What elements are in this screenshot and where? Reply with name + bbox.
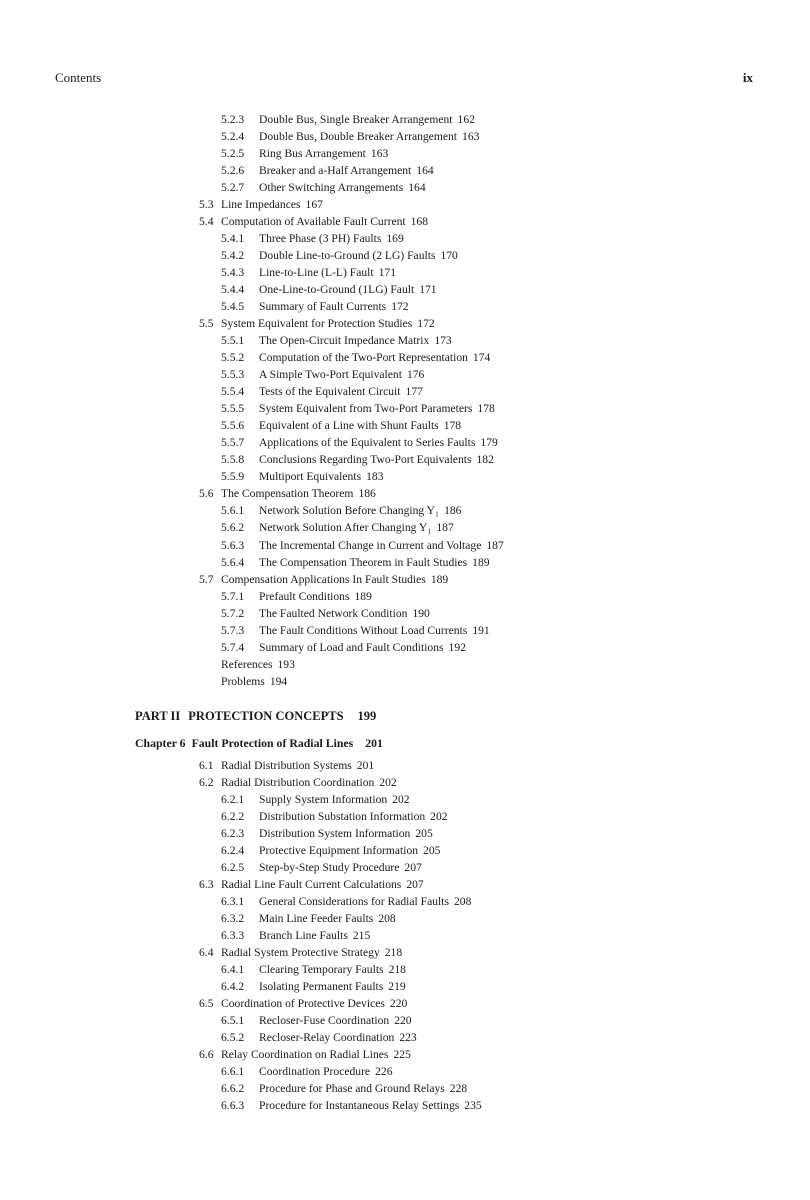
entry-title: Main Line Feeder Faults xyxy=(259,911,374,925)
entry-number: 5.6.3 xyxy=(221,538,245,552)
entry-title: Fault Protection of Radial Lines xyxy=(191,735,354,750)
entry-title: Problems xyxy=(221,674,265,688)
entry-title: Distribution System Information xyxy=(259,826,411,840)
toc-entry xyxy=(221,556,490,570)
entry-page: 193 xyxy=(277,657,295,671)
toc-entry xyxy=(199,487,376,501)
entry-page: 177 xyxy=(405,385,423,399)
entry-number: 6.4 xyxy=(199,945,214,959)
entry-title: Distribution Substation Information xyxy=(259,809,426,823)
toc-entry xyxy=(199,997,407,1011)
entry-title: Coordination Procedure xyxy=(259,1065,371,1079)
entry-title: The Faulted Network Condition xyxy=(259,606,408,620)
entry-number: 6.3.1 xyxy=(221,894,245,908)
entry-number: 6.2.4 xyxy=(221,843,245,857)
entry-title: Computation of the Two-Port Representation xyxy=(259,351,468,365)
toc-entry xyxy=(221,283,437,297)
entry-number: 5.6.1 xyxy=(221,504,245,518)
entry-page: 163 xyxy=(462,130,480,144)
toc-entry xyxy=(221,658,295,672)
entry-page: 223 xyxy=(399,1031,417,1045)
entry-page: 205 xyxy=(423,843,441,857)
entry-number: 5.5.1 xyxy=(221,334,245,348)
toc-entry xyxy=(221,113,475,127)
entry-page: 167 xyxy=(305,198,323,212)
entry-title: Relay Coordination on Radial Lines xyxy=(221,1048,389,1062)
entry-page: 220 xyxy=(389,997,408,1010)
entry-title: General Considerations for Radial Faults xyxy=(259,894,449,908)
entry-page: 186 xyxy=(358,487,376,501)
toc-entry xyxy=(221,334,452,348)
entry-number: 5.2.3 xyxy=(221,113,245,126)
toc-entry xyxy=(221,912,396,926)
toc-entry xyxy=(221,827,433,841)
entry-page: 187 xyxy=(436,521,454,535)
entry-page: 179 xyxy=(480,436,498,450)
entry-page: 225 xyxy=(393,1048,411,1062)
entry-number: 5.7.4 xyxy=(221,640,245,654)
toc-entry xyxy=(199,1048,411,1062)
entry-page: 164 xyxy=(408,181,426,195)
entry-title: Summary of Load and Fault Conditions xyxy=(259,640,444,654)
entry-page: 219 xyxy=(388,979,406,993)
toc-entry xyxy=(199,198,323,212)
entry-title: Line Impedances xyxy=(221,198,301,212)
entry-number: 5.5.8 xyxy=(221,453,245,467)
toc-entry xyxy=(221,300,409,314)
entry-number: 5.6.2 xyxy=(221,521,245,535)
entry-number: 6.5.1 xyxy=(221,1014,245,1028)
entry-title: Compensation Applications In Fault Studies xyxy=(221,572,426,586)
entry-title: Line-to-Line (L-L) Fault xyxy=(259,266,374,280)
page-number: ix xyxy=(742,70,753,85)
toc-entry xyxy=(199,215,428,229)
entry-page: 202 xyxy=(430,809,448,823)
entry-page: 182 xyxy=(476,453,494,467)
toc-entry xyxy=(221,351,490,365)
entry-title: Recloser-Fuse Coordination xyxy=(259,1014,390,1028)
entry-page: 201 xyxy=(356,758,375,772)
entry-number: 5.6 xyxy=(199,487,214,501)
toc-entry xyxy=(221,1099,482,1113)
entry-number: 5.5.7 xyxy=(221,436,245,450)
entry-page: 192 xyxy=(448,640,466,654)
entry-title: Branch Line Faults xyxy=(259,928,348,942)
entry-number: PART II xyxy=(135,708,181,723)
entry-title: The Incremental Change in Current and Voltage xyxy=(259,538,482,552)
entry-number: 6.4.2 xyxy=(221,979,245,993)
toc-entry xyxy=(221,963,406,977)
entry-title: The Compensation Theorem xyxy=(221,487,354,501)
entry-page: 235 xyxy=(464,1099,482,1113)
toc-entry xyxy=(221,793,410,807)
entry-page: 218 xyxy=(388,962,406,976)
toc-entry xyxy=(221,470,383,484)
entry-page: 201 xyxy=(365,735,383,750)
entry-number: Chapter 6 xyxy=(135,735,186,750)
entry-page: 228 xyxy=(449,1082,468,1096)
entry-number: 6.5 xyxy=(199,997,214,1010)
entry-number: 5.2.7 xyxy=(221,181,245,195)
entry-number: 5.5.3 xyxy=(221,368,245,382)
entry-title: Breaker and a-Half Arrangement xyxy=(259,164,412,178)
entry-number: 6.3 xyxy=(199,877,214,891)
entry-page: 178 xyxy=(477,402,495,416)
entry-title: Three Phase (3 PH) Faults xyxy=(259,232,382,246)
entry-title: One-Line-to-Ground (1LG) Fault xyxy=(259,283,415,297)
entry-title: Step-by-Step Study Procedure xyxy=(259,860,400,874)
toc-entry xyxy=(221,1014,412,1028)
entry-page: 183 xyxy=(366,470,384,484)
entry-number: 6.6 xyxy=(199,1048,214,1062)
entry-title: PROTECTION CONCEPTS xyxy=(188,708,344,723)
entry-number: 6.2 xyxy=(199,775,214,789)
entry-number: 6.3.2 xyxy=(221,911,245,925)
entry-page: 202 xyxy=(379,775,397,789)
entry-page: 191 xyxy=(472,623,490,637)
entry-page: 208 xyxy=(453,894,472,908)
entry-number: 6.2.5 xyxy=(221,860,245,874)
toc-entry xyxy=(221,232,404,246)
entry-number: 6.3.3 xyxy=(221,928,245,942)
entry-number: 5.2.5 xyxy=(221,147,245,161)
entry-title: Network Solution After Changing Y₁ xyxy=(259,521,432,535)
entry-page: 189 xyxy=(472,555,490,569)
toc-entry xyxy=(221,521,454,535)
toc-entry xyxy=(221,810,448,824)
toc-entry xyxy=(221,504,461,518)
toc-entry xyxy=(221,539,504,553)
toc-entry xyxy=(199,759,374,773)
toc-entry xyxy=(221,453,494,467)
entry-title: Applications of the Equivalent to Series Faults xyxy=(259,436,476,450)
entry-title: Conclusions Regarding Two-Port Equivalents xyxy=(259,453,472,467)
entry-title: Protective Equipment Information xyxy=(259,843,419,857)
entry-title: System Equivalent for Protection Studies xyxy=(221,317,413,331)
entry-number: 6.5.2 xyxy=(221,1031,245,1045)
toc-entry xyxy=(221,1065,392,1079)
toc-entry xyxy=(221,385,423,399)
entry-number: 5.5.2 xyxy=(221,351,245,365)
entry-number: 5.5.9 xyxy=(221,470,245,484)
entry-number: 5.4.2 xyxy=(221,249,245,263)
entry-page: 218 xyxy=(384,945,403,959)
toc-entry xyxy=(221,436,498,450)
entry-title: Radial Distribution Systems xyxy=(221,758,352,772)
entry-page: 173 xyxy=(434,334,452,348)
entry-number: 6.2.3 xyxy=(221,826,245,840)
entry-title: Supply System Information xyxy=(259,792,388,806)
toc-entry xyxy=(221,980,406,994)
entry-page: 207 xyxy=(404,860,422,874)
toc-entry xyxy=(221,929,370,943)
entry-title: Radial System Protective Strategy xyxy=(221,945,380,959)
toc-entry xyxy=(221,181,426,195)
entry-page: 189 xyxy=(354,589,372,603)
toc-entry xyxy=(199,878,424,892)
entry-number: 5.5.5 xyxy=(221,402,245,416)
entry-title: The Open-Circuit Impedance Matrix xyxy=(259,334,430,348)
toc-entry xyxy=(199,317,435,331)
entry-number: 5.7.2 xyxy=(221,606,245,620)
entry-number: 5.6.4 xyxy=(221,555,245,569)
entry-number: 5.4.5 xyxy=(221,300,245,314)
toc-entry xyxy=(221,844,440,858)
entry-page: 215 xyxy=(352,928,371,942)
entry-title: Radial Distribution Coordination xyxy=(221,775,375,789)
toc-entry xyxy=(199,573,448,587)
chapter-heading xyxy=(135,736,383,750)
toc-entry xyxy=(221,419,461,433)
entry-number: 5.5.6 xyxy=(221,419,245,433)
entry-page: 168 xyxy=(410,215,429,229)
entry-page: 199 xyxy=(357,708,377,723)
entry-page: 169 xyxy=(386,232,404,246)
entry-number: 6.6.1 xyxy=(221,1065,245,1079)
entry-page: 186 xyxy=(444,504,462,518)
entry-title: The Compensation Theorem in Fault Studies xyxy=(259,555,468,569)
entry-title: Equivalent of a Line with Shunt Faults xyxy=(259,419,439,433)
entry-title: Summary of Fault Currents xyxy=(259,300,387,314)
entry-page: 163 xyxy=(370,147,389,161)
entry-title: Ring Bus Arrangement xyxy=(259,147,366,161)
toc-entry xyxy=(221,675,287,689)
entry-number: 6.2.1 xyxy=(221,792,245,806)
entry-number: 5.5 xyxy=(199,317,214,331)
entry-page: 172 xyxy=(391,300,409,314)
entry-title: Multiport Equivalents xyxy=(259,470,362,484)
toc-entry xyxy=(221,147,388,161)
entry-number: 6.6.3 xyxy=(221,1099,245,1113)
entry-number: 5.3 xyxy=(199,198,214,212)
entry-title: Network Solution Before Changing Y₁ xyxy=(259,504,440,518)
entry-title: Clearing Temporary Faults xyxy=(259,962,384,976)
entry-title: Prefault Conditions xyxy=(259,589,350,603)
toc-entry xyxy=(221,249,458,263)
entry-title: System Equivalent from Two-Port Parameters xyxy=(259,402,473,416)
entry-number: 5.4.4 xyxy=(221,283,245,297)
toc-entry xyxy=(199,946,402,960)
entry-page: 170 xyxy=(440,249,458,263)
entry-page: 171 xyxy=(378,266,396,280)
entry-title: Other Switching Arrangements xyxy=(259,181,404,195)
entry-title: Isolating Permanent Faults xyxy=(259,979,384,993)
entry-title: Procedure for Instantaneous Relay Settings xyxy=(259,1099,460,1113)
entry-page: 176 xyxy=(406,368,425,382)
entry-page: 205 xyxy=(415,826,433,840)
entry-page: 189 xyxy=(430,572,449,586)
entry-title: Double Bus, Single Breaker Arrangement xyxy=(259,113,453,126)
entry-title: Radial Line Fault Current Calculations xyxy=(221,877,402,891)
entry-title: Coordination of Protective Devices xyxy=(221,997,385,1010)
entry-number: 5.7.1 xyxy=(221,589,245,603)
toc-entry xyxy=(221,590,372,604)
entry-number: 5.4.3 xyxy=(221,266,245,280)
entry-title: Procedure for Phase and Ground Relays xyxy=(259,1082,445,1096)
entry-title: A Simple Two-Port Equivalent xyxy=(259,368,402,382)
entry-title: Recloser-Relay Coordination xyxy=(259,1031,395,1045)
entry-page: 172 xyxy=(417,317,435,331)
entry-number: 5.7.3 xyxy=(221,623,245,637)
entry-page: 220 xyxy=(394,1014,412,1028)
toc-entry xyxy=(221,641,466,655)
entry-title: Tests of the Equivalent Circuit xyxy=(259,385,401,399)
toc-entry xyxy=(221,402,495,416)
entry-number: 6.2.2 xyxy=(221,809,245,823)
toc-entry xyxy=(221,266,396,280)
entry-number: 5.2.4 xyxy=(221,130,245,144)
entry-page: 164 xyxy=(416,164,434,178)
toc-entry xyxy=(221,368,424,382)
entry-title: Computation of Available Fault Current xyxy=(221,215,406,229)
entry-number: 5.4 xyxy=(199,215,214,229)
entry-number: 6.6.2 xyxy=(221,1082,245,1096)
entry-page: 174 xyxy=(472,351,491,365)
part-heading xyxy=(135,709,376,723)
page-header xyxy=(55,70,753,88)
entry-title: The Fault Conditions Without Load Currents xyxy=(259,623,468,637)
entry-title: Double Bus, Double Breaker Arrangement xyxy=(259,130,458,144)
entry-number: 5.2.6 xyxy=(221,164,245,178)
running-head: Contents xyxy=(55,70,102,85)
toc-entry xyxy=(221,1031,417,1045)
toc-entry xyxy=(221,164,434,178)
toc-entry xyxy=(221,130,479,144)
toc-entry xyxy=(221,895,471,909)
entry-title: References xyxy=(221,657,273,671)
entry-page: 202 xyxy=(392,792,410,806)
entry-page: 171 xyxy=(419,283,437,297)
entry-page: 178 xyxy=(443,419,462,433)
entry-page: 207 xyxy=(406,877,424,891)
entry-number: 6.1 xyxy=(199,758,214,772)
toc-entry xyxy=(221,624,490,638)
entry-title: Double Line-to-Ground (2 LG) Faults xyxy=(259,249,436,263)
entry-page: 226 xyxy=(375,1065,393,1079)
toc-entry xyxy=(199,776,397,790)
entry-number: 5.4.1 xyxy=(221,232,245,246)
entry-page: 208 xyxy=(378,911,396,925)
entry-page: 187 xyxy=(486,538,504,552)
entry-page: 190 xyxy=(412,606,430,620)
toc-entry xyxy=(221,1082,467,1096)
entry-number: 5.5.4 xyxy=(221,385,245,399)
entry-number: 6.4.1 xyxy=(221,962,245,976)
toc-entry xyxy=(221,861,422,875)
toc-entry xyxy=(221,607,430,621)
entry-page: 194 xyxy=(269,674,288,688)
entry-page: 162 xyxy=(457,113,475,126)
entry-number: 5.7 xyxy=(199,572,214,586)
